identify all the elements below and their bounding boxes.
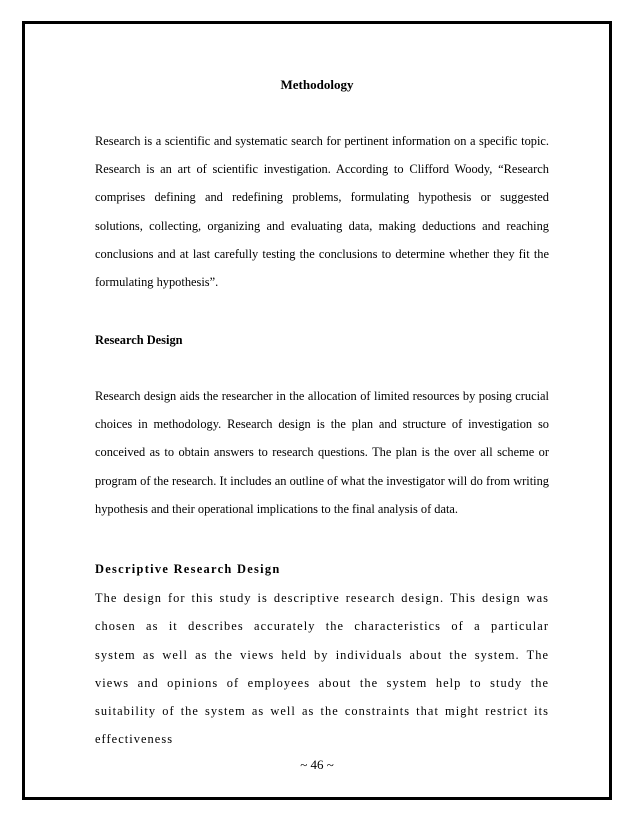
descriptive-research-design-heading: Descriptive Research Design: [95, 562, 281, 576]
page-number: ~ 46 ~: [300, 757, 334, 772]
research-design-paragraph: Research design aids the researcher in the allocation of limited resources by posing crucial choices in methodology. Research design is the plan and structure of investigation so conceived as to obtain answers to research questions. The plan is the over all scheme or program of the research. It includes an outline of what the investigator will do from writing hypothesis and their operational implications to the final analysis of data.: [95, 389, 549, 516]
page-border: [22, 21, 612, 800]
page-title: Methodology: [280, 77, 354, 92]
intro-paragraph: Research is a scientific and systematic search for pertinent information on a specific topic. Research is an art of scientific investigation. According to Clifford Woody, “Research comprises defining and redefining problems, formulating hypothesis or suggested solutions, collecting, organizing and evaluating data, making deductions and reaching conclusions and at last carefully testing the conclusions to determine whether they fit the formulating hypothesis”.: [95, 134, 549, 290]
document-page: [25, 24, 609, 797]
research-design-heading: Research Design: [95, 333, 183, 347]
descriptive-research-design-paragraph: The design for this study is descriptive research design. This design was chosen as it describes accurately the characteristics of a particular system as well as the views held by individuals about the system. The views and opinions of employees about the system help to study the suitability of the system as well as the constraints that might restrict its effectiveness: [95, 591, 549, 747]
